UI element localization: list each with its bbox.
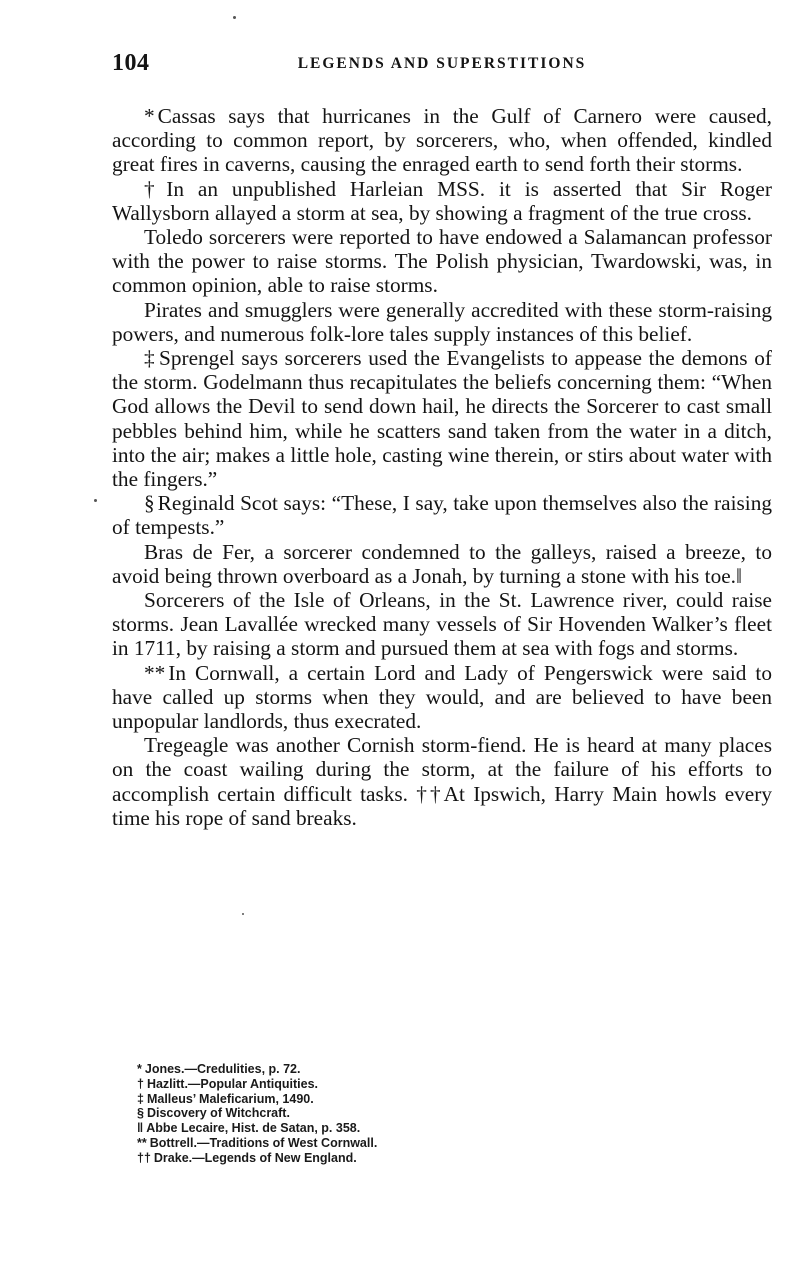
ink-speck bbox=[233, 16, 236, 19]
footnote-text: Jones.—Credulities, p. 72. bbox=[144, 1062, 301, 1076]
footnote-marker: ‡ bbox=[144, 346, 156, 371]
footnote-symbol: ‡ bbox=[137, 1091, 144, 1106]
paragraph-text: In Cornwall, a certain Lord and Lady of Pengerswick were said to have called up storms when they would, and are believed to have been unpopular landlords, thus execrated. bbox=[112, 660, 772, 734]
footnote-text: Discovery of Witchcraft. bbox=[146, 1106, 290, 1121]
running-title: LEGENDS AND SUPERSTITIONS bbox=[297, 55, 587, 72]
footnote bbox=[137, 1092, 757, 1107]
paragraph bbox=[112, 588, 772, 661]
paragraph bbox=[112, 225, 772, 298]
footnote-symbol: * bbox=[137, 1062, 142, 1076]
footnote-text: Malleus’ Maleficarium, 1490. bbox=[146, 1091, 314, 1106]
footnote-marker: † bbox=[144, 176, 164, 201]
footnote-marker: * bbox=[144, 104, 155, 128]
paragraph bbox=[112, 661, 772, 734]
paragraph-text: Cassas says that hurricanes in the Gulf of Carnero were caused, according to common report, by sorcerers, who, when offended, kindled great fires in caverns, causing the enraged earth to send forth their storms. bbox=[112, 104, 772, 177]
paragraph-text: Sprengel says sorcerers used the Evangelists to appease the demons of the storm. Godelmann thus recapitulates the beliefs concerning them: “When God allows the Devil to send down hail, he directs the Sorcerer to cast small pebbles behind him, while he scatters sand taken from the water in a ditch, into the air; makes a little hole, casting wine therein, or stirs about water with the fingers.” bbox=[112, 346, 772, 492]
footnote-text: Bottrell.—Traditions of West Cornwall. bbox=[149, 1135, 378, 1150]
footnote-symbol: ** bbox=[137, 1135, 147, 1150]
footnote bbox=[137, 1062, 757, 1077]
paragraph bbox=[112, 540, 772, 588]
footnotes bbox=[137, 1062, 757, 1166]
footnote-text: Drake.—Legends of New England. bbox=[153, 1150, 357, 1165]
paragraph-text: Sorcerers of the Isle of Orleans, in the St. Lawrence river, could raise storms. Jean Lavallée wrecked many vessels of Sir Hovenden Walker’s fleet in 1711, by raising a storm and pursued them at sea with fogs and storms. bbox=[112, 588, 772, 661]
paragraph-text: Tregeagle was another Cornish storm-fiend. He is heard at many places on the coast wailing during the storm, at the failure of his efforts to accomplish certain difficult tasks. ††At Ipswich, Harry Main howls every time his rope of sand breaks. bbox=[112, 733, 772, 830]
paragraph bbox=[112, 104, 772, 177]
ink-speck bbox=[242, 913, 244, 915]
footnote-symbol: †† bbox=[137, 1150, 151, 1165]
paragraph bbox=[112, 346, 772, 491]
paragraph bbox=[112, 298, 772, 346]
paragraph-text: Bras de Fer, a sorcerer condemned to the galleys, raised a breeze, to avoid being thrown overboard as a Jonah, by turning a stone with his toe.‖ bbox=[112, 539, 772, 588]
footnote-marker: § bbox=[144, 491, 155, 516]
footnote-symbol: ‖ bbox=[137, 1121, 144, 1136]
paragraph-text: Toledo sorcerers were reported to have endowed a Salamancan professor with the power to raise storms. The Polish physician, Twardowski, was, in common opinion, able to raise storms. bbox=[112, 225, 772, 298]
body-text bbox=[112, 104, 772, 830]
footnote bbox=[137, 1106, 757, 1121]
footnote-symbol: † bbox=[137, 1076, 144, 1091]
paragraph-text: Pirates and smugglers were generally accredited with these storm-raising powers, and numerous folk-lore tales supply instances of this belief. bbox=[112, 297, 772, 346]
footnote-symbol: § bbox=[137, 1106, 144, 1121]
ink-speck bbox=[94, 499, 97, 502]
footnote bbox=[137, 1151, 757, 1166]
footnote-text: Abbe Lecaire, Hist. de Satan, p. 358. bbox=[146, 1121, 361, 1136]
footnote-text: Hazlitt.—Popular Antiquities. bbox=[146, 1076, 319, 1091]
footnote bbox=[137, 1121, 757, 1136]
paragraph-text: Reginald Scot says: “These, I say, take upon themselves also the raising of tempests.” bbox=[112, 491, 772, 540]
footnote bbox=[137, 1077, 757, 1092]
paragraph bbox=[112, 491, 772, 539]
page-header bbox=[112, 50, 772, 80]
paragraph bbox=[112, 733, 772, 830]
page-number: 104 bbox=[112, 50, 150, 76]
footnote-marker: ** bbox=[144, 660, 166, 685]
paragraph bbox=[112, 177, 772, 225]
footnote bbox=[137, 1136, 757, 1151]
paragraph-text: In an unpublished Harleian MSS. it is asserted that Sir Roger Wallysborn allayed a storm at sea, by showing a fragment of the true cross. bbox=[112, 176, 772, 225]
